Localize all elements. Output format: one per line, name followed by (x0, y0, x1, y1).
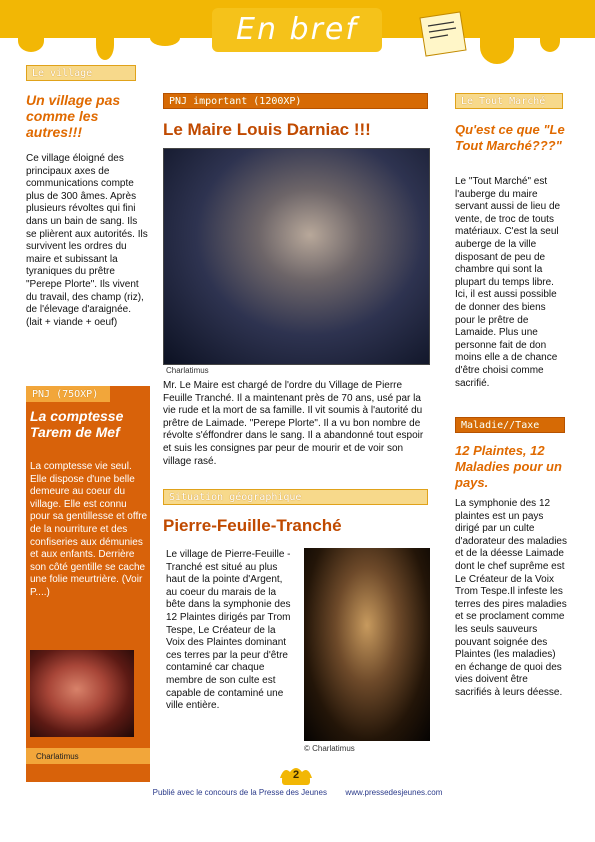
footer (0, 788, 595, 797)
disease-headline: 12 Plaintes, 12 Maladies pour un pays. (455, 443, 562, 490)
hooded-photo-caption: © Charlatimus (304, 744, 355, 753)
header-drip (480, 30, 514, 64)
header-drip (96, 30, 114, 60)
village-body: Ce village éloigné des principaux axes de communications compte plus de 300 âmes. Après plusieurs révoltes qui fini dans un bain de sang. Ils se plièrent aux autorités. Ils survivent les ordres du maire et subissant la tyraniques du prêtre "Perepe Plorte". Ils vivent du travail, des champ (riz), de l'élevage d'araignée. (lait + viande + oeuf) (26, 153, 148, 328)
page-title: En bref (212, 8, 382, 52)
footer-url-link[interactable]: www.pressedesjeunes.com (345, 788, 443, 797)
npc-caption: Charlatimus (36, 752, 79, 761)
market-body: Le "Tout Marché" est l'auberge du maire servant aussi de lieu de vente, de troc de touts matériaux. C'est la seul auberge de la ville disposant de peu de chambre qui sont la plupart du temps libre. Ici, il est aussi possible de donner des biens pour le prêtre de Lamaide. Plus une personne fait de don moins elle a de chance d'être choisi comme sacrifié. (455, 176, 561, 389)
header-drip (18, 30, 44, 52)
section-label-npc: PNJ (75OXP) (26, 386, 110, 402)
notes-icon (416, 10, 470, 58)
market-headline: Qu'est ce que "Le Tout Marché???" (455, 122, 565, 153)
header-drip (150, 30, 180, 46)
mayor-headline: Le Maire Louis Darniac !!! (163, 120, 371, 139)
disease-body: La symphonie des 12 plaintes est un pays dirigé par un culte d'adorateur des maladies et de la déesse Laimade dont le chef suprême est Le Créateur de la Voix Trom Tespe.Il infeste les terres des pires maladies et se proclament comme les seuls sauveurs pouvant soignée des Plaintes (les maladies) en échange de quoi des vies doivent être sacrifiés à leurs déesse. (455, 498, 567, 698)
village-headline: Un village pas comme les autres!!! (26, 92, 121, 140)
mayor-body: Mr. Le Maire est chargé de l'ordre du Village de Pierre Feuille Tranché. Il a maintenant près de 70 ans, usé par la vie rude et la mort de sa famille. Il vit soumis à l'autorité du prêtre de Laimade. "Perepe Plorte". Il a vu bon nombre de révolte s'éffondrer dans le sang. Il a abandonné tout espoir et suis les consignes par peur de mourir et de voir son village rasé. (163, 380, 424, 467)
section-label-mayor: PNJ important (1200XP) (163, 93, 428, 109)
section-label-market: Le Tout Marché (455, 93, 563, 109)
section-label-village: Le village (26, 65, 136, 81)
mayor-photo (163, 148, 430, 365)
page-number: 2 (292, 769, 300, 781)
countess-portrait-image (30, 650, 134, 737)
geo-headline: Pierre-Feuille-Tranché (163, 516, 342, 535)
geo-body: Le village de Pierre-Feuille -Tranché est situé au plus haut de la pointe d'Argent, au coeur du marais de la bête dans la symphonie des 12 Plaintes dirigés par Trom Tespe, Le Créateur de la Voix des Plaintes dominant ces terres par la peur d'être contaminé car chaque membre de son culte est capable de contaminé une ville entière. (166, 549, 291, 712)
section-label-geo: Situation géographique (163, 489, 428, 505)
npc-headline: La comptesse Tarem de Mef (30, 408, 124, 440)
header-drip (540, 30, 560, 52)
mayor-photo-caption: Charlatimus (166, 366, 209, 375)
npc-body: La comptesse vie seul. Elle dispose d'une belle demeure au coeur du village. Elle est connu pour sa gentillesse et offre de la nourriture et des confiseries aux démunies et aux enfants. Derrière son côté gentille se cache une folie meurtrière. (Voir P....) (30, 461, 148, 598)
section-label-disease: Maladie//Taxe (455, 417, 565, 433)
hooded-figure-photo (304, 548, 430, 741)
footer-credit: Publié avec le concours de la Presse des Jeunes (152, 788, 327, 797)
